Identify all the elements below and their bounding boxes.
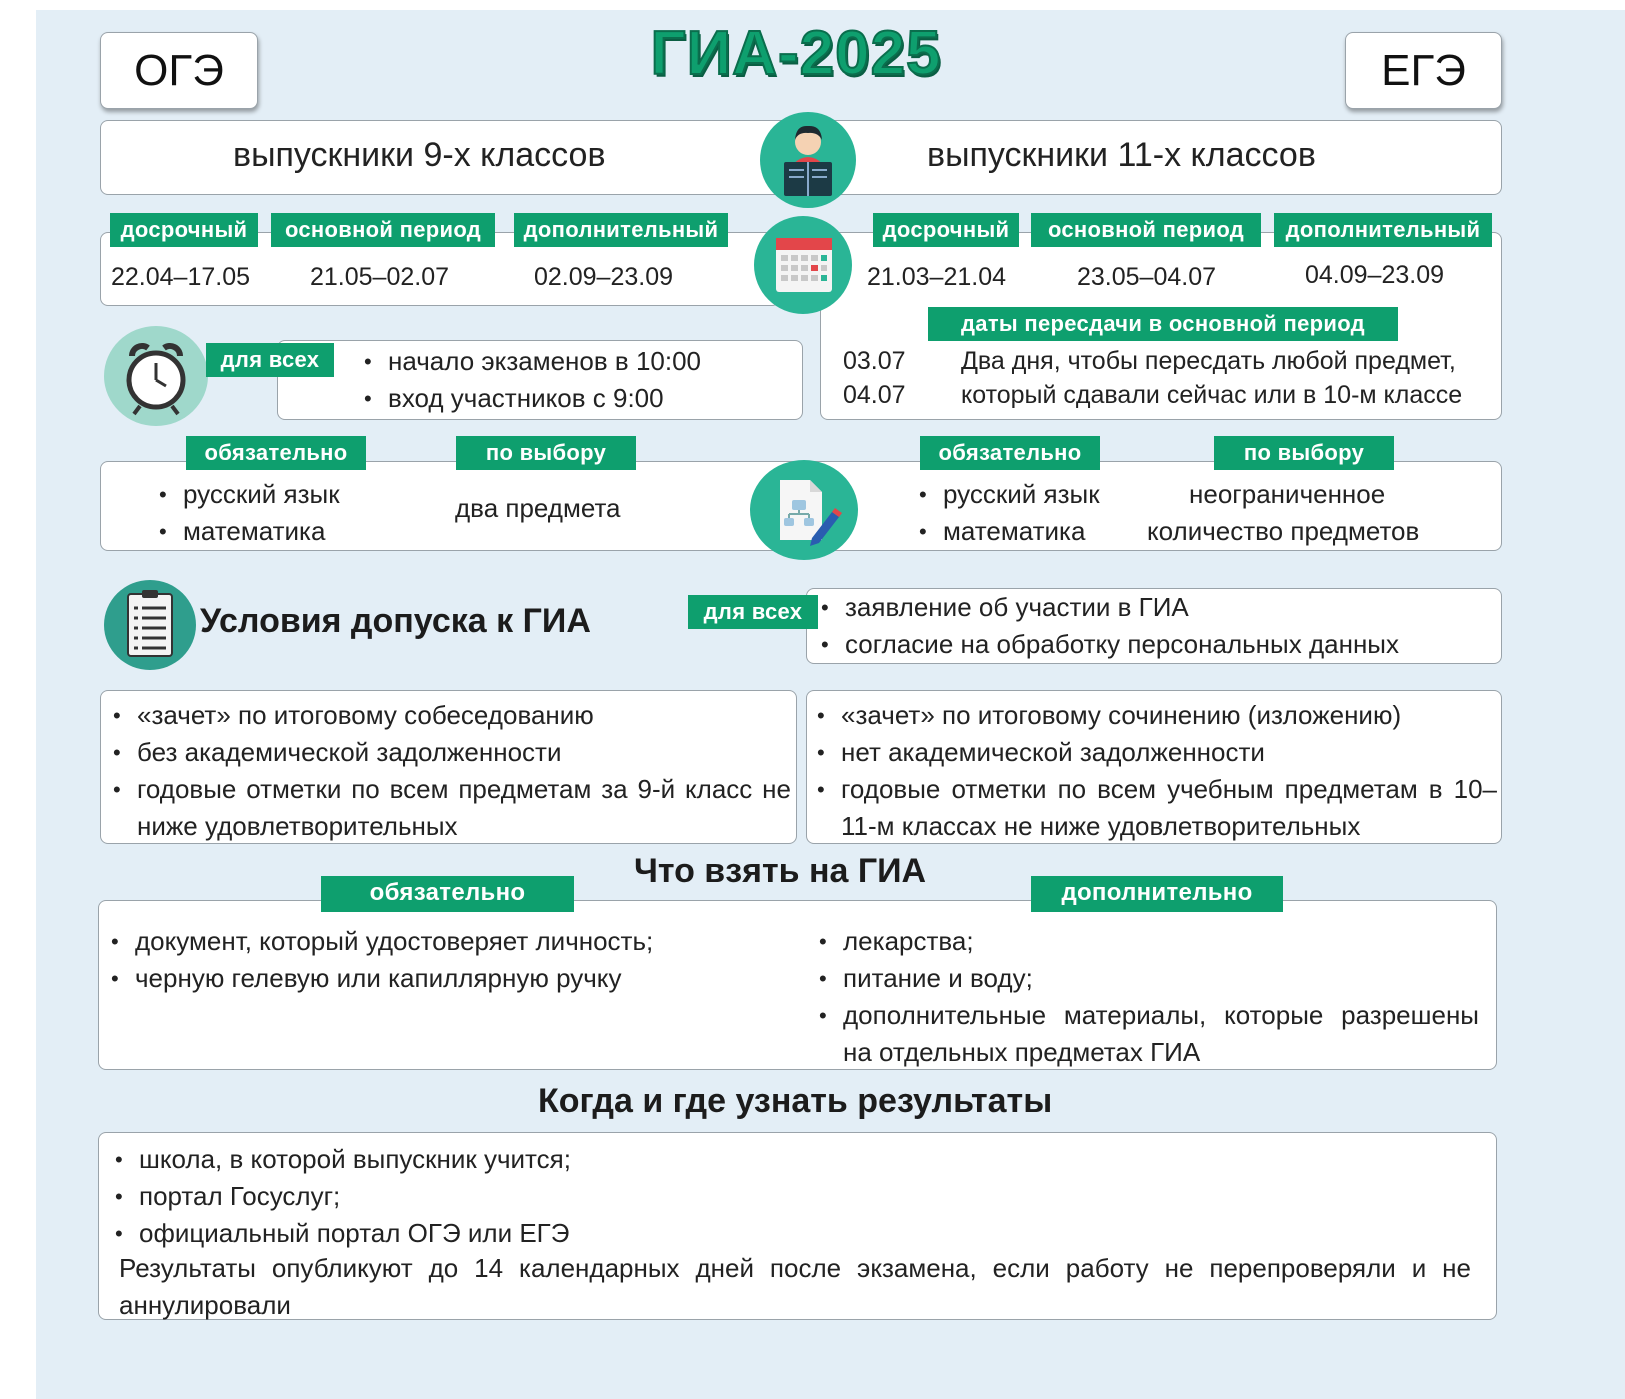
infographic bbox=[36, 10, 1625, 1399]
bring-extra-list bbox=[815, 923, 1479, 1071]
retake-text: Два дня, чтобы пересдать любой предмет, bbox=[961, 347, 1456, 375]
admission-all-list bbox=[817, 589, 1399, 663]
retake-text: который сдавали сейчас или в 10-м классе bbox=[961, 381, 1463, 409]
oge-required-label: обязательно bbox=[186, 436, 366, 470]
oge-header-box bbox=[100, 32, 258, 109]
ege-choice-label: по выбору bbox=[1214, 436, 1394, 470]
student-reading-icon bbox=[760, 112, 856, 208]
bring-required-list bbox=[107, 923, 747, 997]
oge-period-label: досрочный bbox=[110, 213, 258, 247]
oge-period-dates: 02.09–23.09 bbox=[534, 263, 674, 291]
admission-all-item: • заявление об участии в ГИА bbox=[817, 589, 1399, 626]
bring-required-label: обязательно bbox=[321, 876, 574, 912]
results-list bbox=[111, 1141, 571, 1252]
oge-admission-box bbox=[100, 690, 797, 844]
admission-heading: Условия допуска к ГИА bbox=[200, 602, 591, 640]
ege-period-label: основной период bbox=[1031, 213, 1261, 247]
oge-admission-list bbox=[109, 697, 791, 845]
checklist-icon bbox=[104, 580, 196, 670]
time-info-item: • начало экзаменов в 10:00 bbox=[360, 343, 701, 380]
admission-item: • «зачет» по итоговому собеседованию bbox=[109, 697, 791, 734]
page-title: ГИА-2025 bbox=[650, 19, 942, 88]
bring-item: • питание и воду; bbox=[815, 960, 1479, 997]
bring-item: • дополнительные материалы, которые разрешены на отдельных предметах ГИА bbox=[815, 997, 1479, 1071]
retake-label: даты пересдачи в основной период bbox=[928, 307, 1398, 341]
oge-choice-label: по выбору bbox=[456, 436, 636, 470]
bring-item: • документ, который удостоверяет личность; bbox=[107, 923, 747, 960]
ege-header-box bbox=[1345, 32, 1502, 109]
subject-item: • русский язык bbox=[155, 476, 340, 513]
ege-required-label: обязательно bbox=[920, 436, 1100, 470]
subject-item: • математика bbox=[155, 513, 340, 550]
oge-period-label: основной период bbox=[271, 213, 495, 247]
bring-heading: Что взять на ГИА bbox=[634, 852, 927, 890]
results-item: • школа, в которой выпускник учится; bbox=[111, 1141, 571, 1178]
oge-period-dates: 22.04–17.05 bbox=[111, 263, 251, 291]
results-heading: Когда и где узнать результаты bbox=[538, 1082, 1053, 1120]
admission-all-label: для всех bbox=[688, 595, 818, 629]
oge-required-subjects bbox=[155, 476, 340, 550]
ege-period-dates: 23.05–04.07 bbox=[1077, 263, 1217, 291]
oge-choice-subjects: два предмета bbox=[455, 493, 621, 523]
time-info-box bbox=[277, 340, 803, 420]
admission-item: • нет академической задолженности bbox=[813, 734, 1497, 771]
time-info-list bbox=[360, 343, 701, 417]
ege-audience: выпускники 11-х классов bbox=[927, 136, 1316, 174]
bring-item: • черную гелевую или капиллярную ручку bbox=[107, 960, 747, 997]
ege-required-subjects bbox=[915, 476, 1100, 550]
ege-period-dates: 04.09–23.09 bbox=[1305, 261, 1445, 289]
admission-all-item: • согласие на обработку персональных данных bbox=[817, 626, 1399, 663]
ege-choice-subjects: количество предметов bbox=[1147, 516, 1420, 546]
results-box bbox=[98, 1132, 1497, 1320]
time-info-label: для всех bbox=[206, 343, 334, 377]
retake-date: 03.07 bbox=[843, 347, 906, 375]
ege-period-dates: 21.03–21.04 bbox=[867, 263, 1007, 291]
admission-item: • «зачет» по итоговому сочинению (изложению) bbox=[813, 697, 1497, 734]
admission-item: • без академической задолженности bbox=[109, 734, 791, 771]
results-item: • портал Госуслуг; bbox=[111, 1178, 571, 1215]
retake-date: 04.07 bbox=[843, 381, 906, 409]
admission-item: • годовые отметки по всем предметам за 9-й класс не ниже удовлетворительных bbox=[109, 771, 791, 845]
ege-period-label: досрочный bbox=[873, 213, 1019, 247]
time-info-item: • вход участников с 9:00 bbox=[360, 380, 701, 417]
ege-period-label: дополнительный bbox=[1274, 213, 1492, 247]
admission-item: • годовые отметки по всем учебным предметам в 10–11-м классах не ниже удовлетворительных bbox=[813, 771, 1497, 845]
ege-label: ЕГЭ bbox=[1381, 45, 1466, 95]
bring-item: • лекарства; bbox=[815, 923, 1479, 960]
subject-item: • русский язык bbox=[915, 476, 1100, 513]
results-note: Результаты опубликуют до 14 календарных дней после экзамена, если работу не перепроверяли и не аннулировали bbox=[119, 1253, 1471, 1320]
ege-choice-subjects: неограниченное bbox=[1189, 479, 1386, 509]
calendar-icon bbox=[754, 216, 852, 314]
oge-audience: выпускники 9-х классов bbox=[233, 136, 606, 174]
alarm-clock-icon bbox=[104, 326, 208, 426]
bring-extra-label: дополнительно bbox=[1031, 876, 1283, 912]
ege-admission-box bbox=[806, 690, 1502, 844]
admission-all-box bbox=[806, 588, 1502, 664]
oge-period-dates: 21.05–02.07 bbox=[310, 263, 450, 291]
oge-period-label: дополнительный bbox=[514, 213, 728, 247]
document-pen-icon bbox=[750, 460, 858, 560]
results-item: • официальный портал ОГЭ или ЕГЭ bbox=[111, 1215, 571, 1252]
bring-box bbox=[98, 900, 1497, 1070]
subject-item: • математика bbox=[915, 513, 1100, 550]
oge-label: ОГЭ bbox=[134, 45, 224, 95]
ege-admission-list bbox=[813, 697, 1497, 845]
